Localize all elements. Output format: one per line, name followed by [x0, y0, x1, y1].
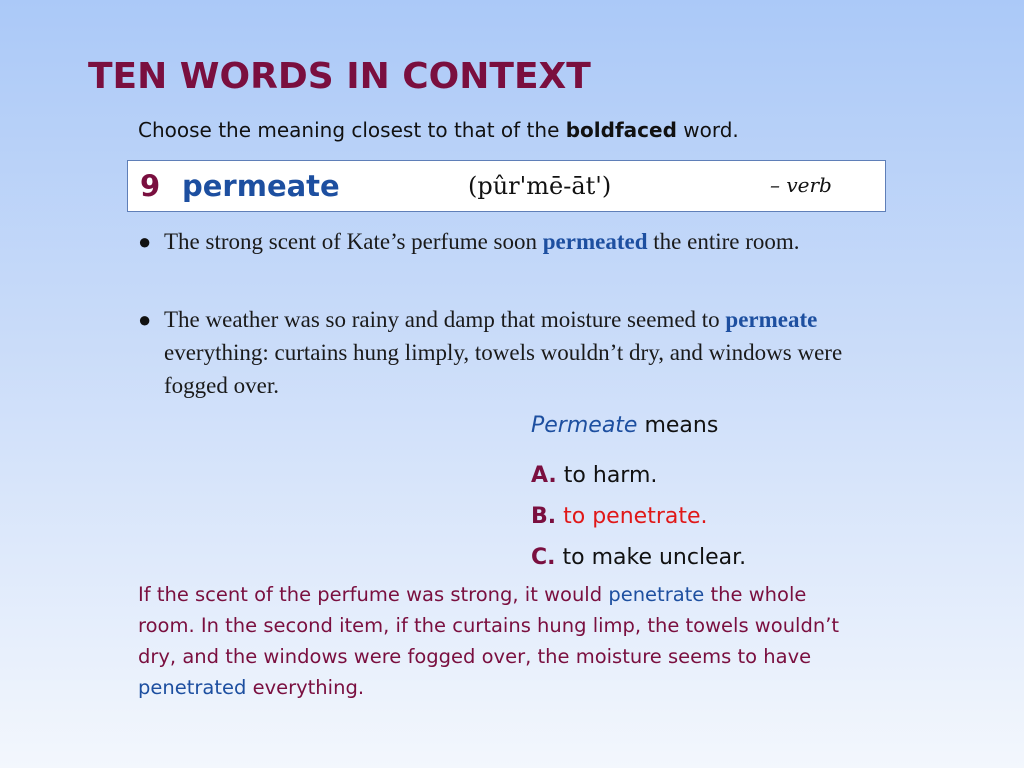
word-number: 9	[140, 169, 161, 203]
explanation-part: If the scent of the perfume was strong, it would	[138, 583, 609, 606]
option-b[interactable]	[531, 496, 746, 537]
example-text-end: everything: curtains hung limply, towels wouldn’t dry, and windows were fogged over.	[164, 340, 843, 398]
headword: permeate	[182, 169, 340, 203]
example-keyword: permeate	[725, 307, 818, 332]
question-text: means	[637, 413, 719, 438]
explanation-keyword: penetrate	[608, 583, 705, 606]
part-of-speech: – verb	[770, 173, 832, 197]
word-entry-box	[127, 160, 886, 212]
option-a[interactable]	[531, 455, 746, 496]
example-keyword: permeated	[542, 229, 648, 254]
option-text: to harm.	[563, 463, 658, 488]
example-text	[164, 303, 898, 402]
answer-options	[531, 455, 746, 578]
explanation-keyword: penetrated	[138, 676, 247, 699]
example-text	[164, 225, 898, 258]
explanation-part: the whole room. In the second item, if the curtains hung limp, the towels wouldn’t dry, and the windows were fogged over, the moisture seems to have	[138, 583, 840, 668]
example-sentence-1	[138, 225, 898, 258]
explanation-text	[138, 579, 868, 703]
instruction	[138, 118, 739, 142]
example-text-start: The weather was so rainy and damp that moisture seemed to	[164, 307, 726, 332]
option-letter: B.	[531, 504, 557, 529]
slide-title: TEN WORDS IN CONTEXT	[88, 56, 591, 97]
example-text-end: the entire room.	[647, 229, 800, 254]
option-c[interactable]	[531, 537, 746, 578]
example-sentence-2	[138, 303, 898, 402]
bullet-icon: ●	[138, 229, 152, 254]
question-word: Permeate	[531, 413, 638, 438]
instruction-text: Choose the meaning closest to that of the	[138, 118, 566, 142]
example-text-start: The strong scent of Kate’s perfume soon	[164, 229, 543, 254]
bullet-icon: ●	[138, 307, 152, 332]
option-text: to penetrate.	[563, 504, 708, 529]
option-letter: A.	[531, 463, 557, 488]
option-letter: C.	[531, 545, 556, 570]
explanation-part: everything.	[246, 676, 365, 699]
question-prompt	[531, 413, 718, 438]
instruction-bold-word: boldfaced	[565, 118, 677, 142]
option-text: to make unclear.	[562, 545, 747, 570]
pronunciation: (pûr'mē-āt')	[468, 172, 612, 200]
instruction-text-end: word.	[676, 118, 739, 142]
